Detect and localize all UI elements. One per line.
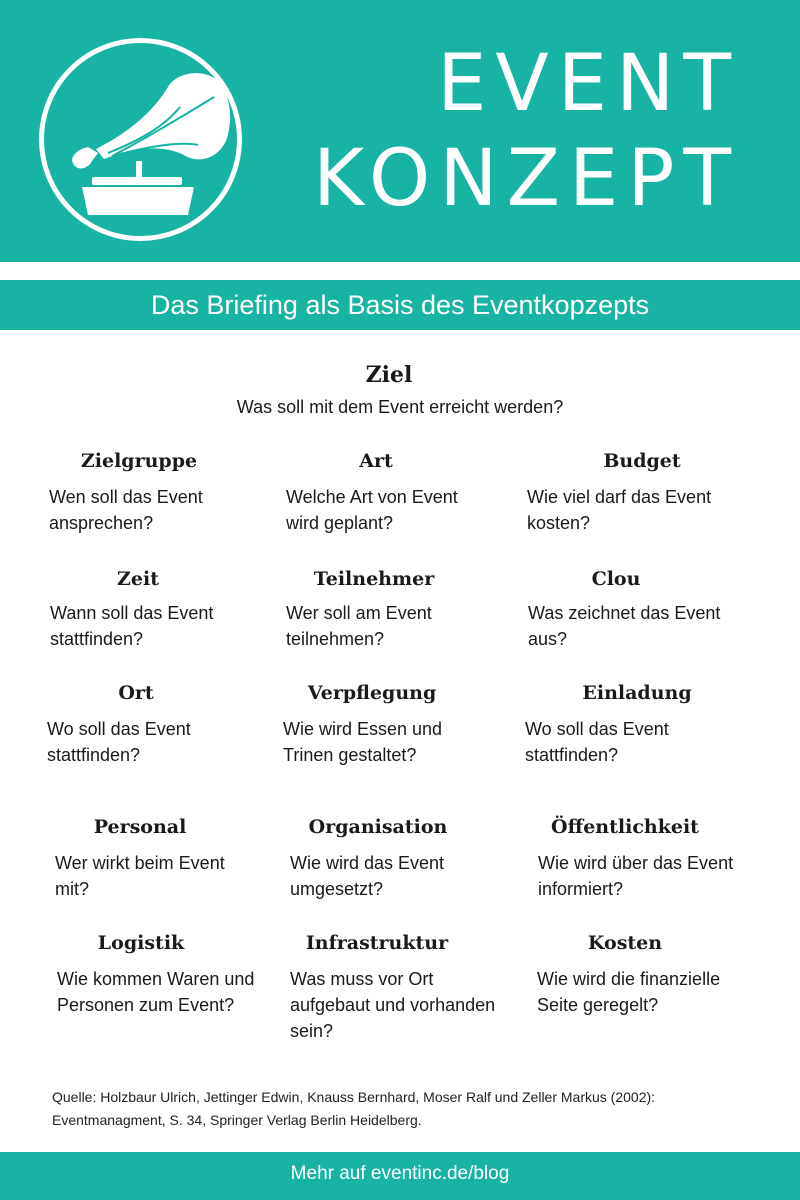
title-line-event: EVENT bbox=[437, 39, 740, 129]
question-organisation: Wie wird das Event umgesetzt? bbox=[290, 853, 445, 899]
question-verpflegung: Wie wird Essen und Trinen gestaltet? bbox=[283, 719, 443, 765]
heading-organisation: Organisation bbox=[308, 816, 448, 838]
question-art: Welche Art von Event wird geplant? bbox=[286, 487, 458, 533]
question-logistik: Wie kommen Waren und Personen zum Event? bbox=[57, 969, 255, 1015]
question-kosten: Wie wird die finanzielle Seite geregelt? bbox=[537, 969, 721, 1015]
heading-verpflegung: Verpflegung bbox=[307, 682, 437, 704]
question-budget: Wie viel darf das Event kosten? bbox=[527, 487, 712, 533]
goal-heading: Ziel bbox=[365, 362, 413, 388]
question-infrastruktur: Was muss vor Ort aufgebaut und vorhanden sein? bbox=[290, 969, 496, 1041]
source-citation: Quelle: Holzbaur Ulrich, Jettinger Edwin, Knauss Bernhard, Moser Ralf und Zeller Markus (2002): Eventmanagment, S. 34, Springer Verlag Berlin Heidelberg. bbox=[52, 1089, 656, 1128]
heading-teilnehmer: Teilnehmer bbox=[313, 568, 435, 590]
heading-zielgruppe: Zielgruppe bbox=[80, 450, 198, 472]
heading-logistik: Logistik bbox=[97, 932, 185, 954]
question-oeffentlichkeit: Wie wird über das Event informiert? bbox=[538, 853, 734, 899]
heading-infrastruktur: Infrastruktur bbox=[305, 932, 449, 954]
title-line-konzept: KONZEPT bbox=[312, 134, 740, 224]
heading-ort: Ort bbox=[118, 682, 154, 704]
heading-art: Art bbox=[359, 450, 393, 472]
question-einladung: Wo soll das Event stattfinden? bbox=[525, 719, 669, 765]
subtitle-banner: Das Briefing als Basis des Eventkopzepts bbox=[0, 280, 800, 330]
question-personal: Wer wirkt beim Event mit? bbox=[55, 853, 225, 899]
heading-budget: Budget bbox=[603, 450, 681, 472]
question-zeit: Wann soll das Event stattfinden? bbox=[50, 603, 214, 649]
question-clou: Was zeichnet das Event aus? bbox=[528, 603, 721, 649]
heading-zeit: Zeit bbox=[117, 568, 159, 590]
heading-clou: Clou bbox=[591, 568, 641, 590]
heading-personal: Personal bbox=[93, 816, 187, 838]
question-ort: Wo soll das Event stattfinden? bbox=[47, 719, 191, 765]
footer-blog-link[interactable]: Mehr auf eventinc.de/blog bbox=[0, 1152, 800, 1200]
goal-question: Was soll mit dem Event erreicht werden? bbox=[236, 397, 564, 417]
heading-einladung: Einladung bbox=[582, 682, 692, 704]
header-banner bbox=[0, 0, 800, 262]
heading-kosten: Kosten bbox=[587, 932, 663, 954]
heading-oeffentlichkeit: Öffentlichkeit bbox=[551, 816, 699, 838]
question-teilnehmer: Wer soll am Event teilnehmen? bbox=[286, 603, 432, 649]
question-zielgruppe: Wen soll das Event ansprechen? bbox=[49, 487, 203, 533]
gramophone-icon bbox=[38, 37, 243, 242]
